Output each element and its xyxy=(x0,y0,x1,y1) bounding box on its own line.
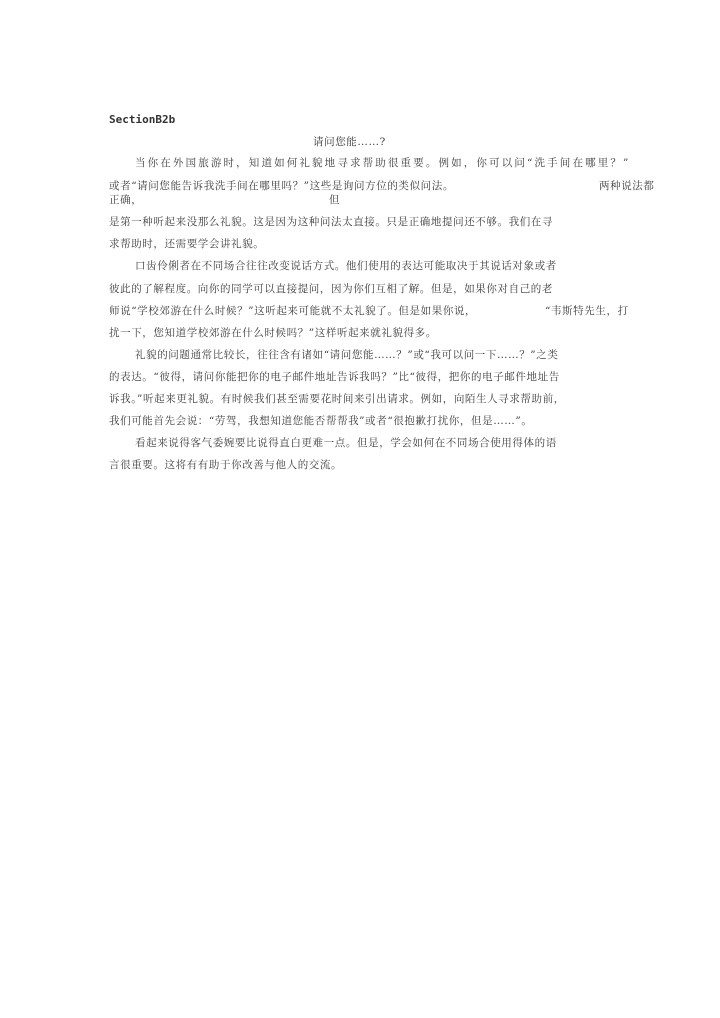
paragraph-line: 当你在外国旅游时，知道如何礼貌地寻求帮助很重要。例如，你可以问“洗手间在哪里？” xyxy=(135,157,629,169)
paragraph-line: 师说“学校郊游在什么时候？”这听起来可能就不太礼貌了。但是如果你说， xyxy=(109,305,477,317)
paragraph-line: 彼此的了解程度。向你的同学可以直接提问，因为你们互相了解。但是，如果你对自己的老 xyxy=(109,283,553,295)
paragraph-line: 的表达。“彼得，请问你能把你的电子邮件地址告诉我吗？”比“彼得，把你的电子邮件地址告 xyxy=(109,371,560,383)
paragraph-line: “韦斯特先生，打 xyxy=(545,305,629,317)
paragraph-line: 口齿伶俐者在不同场合往往改变说话方式。他们使用的表达可能取决于其说话对象或者 xyxy=(135,260,557,272)
paragraph-line: 扰一下，您知道学校郊游在什么时候吗？”这样听起来就礼貌得多。 xyxy=(109,327,437,339)
paragraph-line: 礼貌的问题通常比较长，往往含有诸如“请问您能……？”或“我可以问一下……？”之类 xyxy=(135,349,559,361)
article-title: 请问您能……? xyxy=(313,136,386,148)
paragraph-line: 但 xyxy=(329,194,341,206)
paragraph-line: 看起来说得客气委婉要比说得直白更难一点。但是，学会如何在不同场合使用得体的语 xyxy=(135,437,557,449)
paragraph-line: 或者“请问您能告诉我洗手间在哪里吗？”这些是询问方位的类似问法。 xyxy=(109,180,454,192)
paragraph-line: 我们可能首先会说：“劳驾，我想知道您能否帮帮我”或者“很抱歉打扰你，但是……”。 xyxy=(109,415,533,427)
paragraph-line: 正确， xyxy=(109,194,143,206)
paragraph-line: 求帮助时，还需要学会讲礼貌。 xyxy=(109,238,265,250)
paragraph-line: 两种说法都 xyxy=(599,180,655,192)
paragraph-line: 诉我。”听起来更礼貌。有时候我们甚至需要花时间来引出请求。例如，向陌生人寻求帮助前， xyxy=(109,393,565,405)
paragraph-line: 是第一种听起来没那么礼貌。这是因为这种问法太直接。只是正确地提问还不够。我们在寻 xyxy=(109,216,553,228)
paragraph-line: 言很重要。这将有有助于你改善与他人的交流。 xyxy=(109,459,343,471)
section-heading: SectionB2b xyxy=(109,113,176,126)
